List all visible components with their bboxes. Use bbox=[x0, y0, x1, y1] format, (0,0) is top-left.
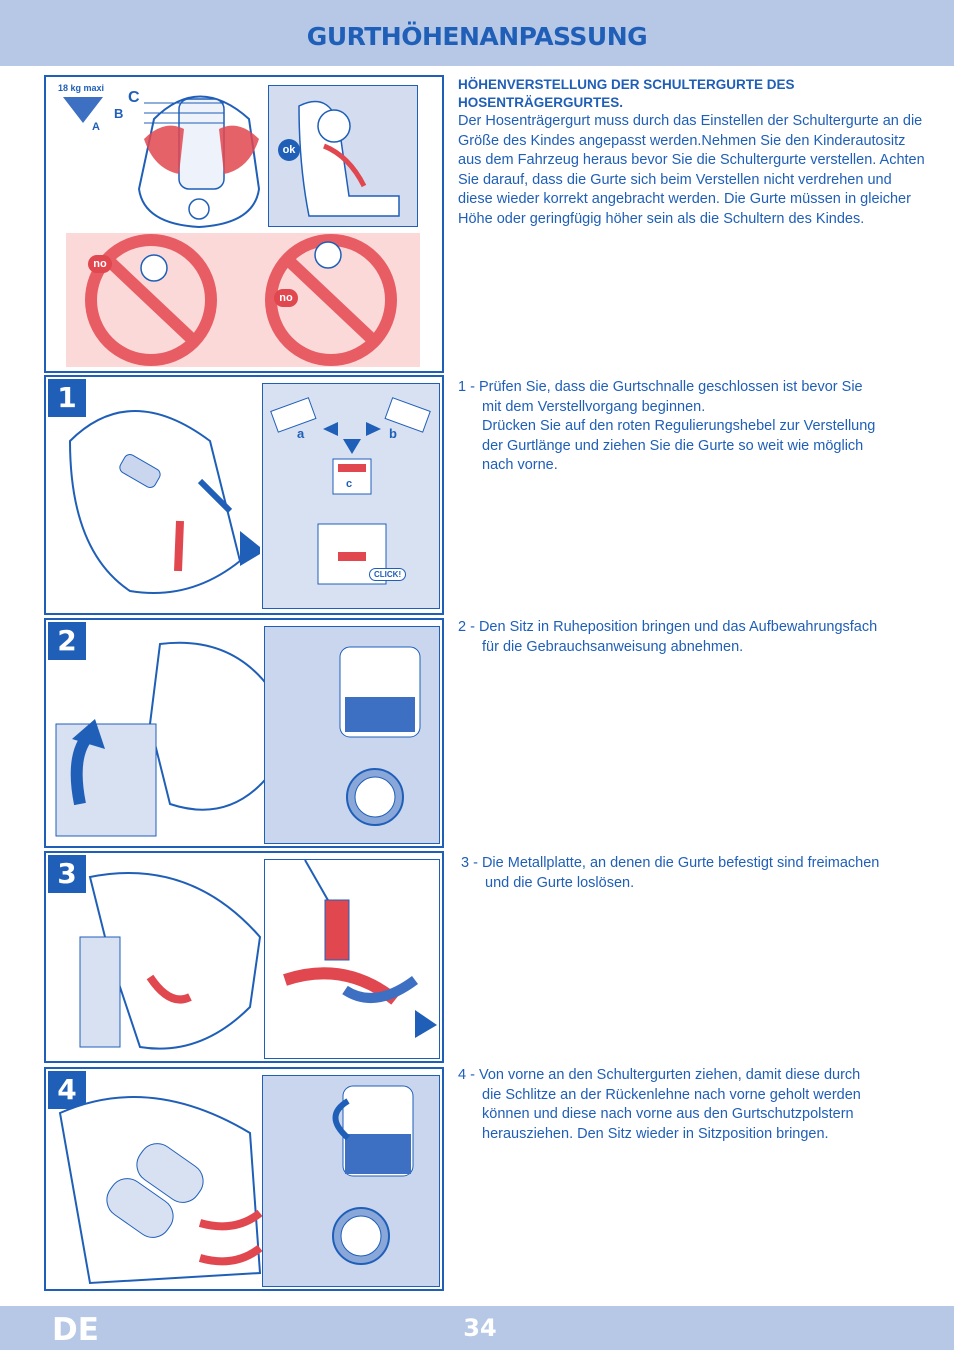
step-4-upright-inset bbox=[262, 1075, 440, 1287]
buckle-label-b: b bbox=[389, 426, 397, 441]
step-2-badge: 2 bbox=[48, 622, 86, 660]
seat-front-view-illustration bbox=[124, 79, 274, 229]
step-1-line-1: Prüfen Sie, dass die Gurtschnalle geschlossen ist bevor Sie bbox=[478, 379, 863, 395]
step-3-seat-illustration bbox=[50, 857, 265, 1062]
step-3-text bbox=[461, 854, 931, 893]
step-3-number: 3 - bbox=[461, 855, 478, 871]
intro-title: HÖHENVERSTELLUNG DER SCHULTERGURTE DES HOSENTRÄGERGURTES. bbox=[458, 77, 795, 110]
step-1-line-4: der Gurtlänge und ziehen Sie die Gurte so weit wie möglich bbox=[482, 437, 864, 454]
step-2-line-2: für die Gebrauchsanweisung abnehmen. bbox=[482, 638, 744, 655]
step-4-line-4: herausziehen. Den Sitz wieder in Sitzposition bringen. bbox=[482, 1125, 829, 1142]
step-2-seat-illustration bbox=[50, 624, 270, 844]
upright-dial-illustration bbox=[263, 1076, 440, 1287]
step-4-number: 4 - bbox=[458, 1067, 475, 1083]
step-2-line-1: Den Sitz in Ruheposition bringen und das Aufbewahrungsfach bbox=[478, 619, 878, 635]
step-4-badge: 4 bbox=[48, 1071, 86, 1109]
buckle-locking-illustration bbox=[263, 384, 440, 609]
step-3-badge: 3 bbox=[48, 855, 86, 893]
step-1-text bbox=[458, 378, 928, 476]
step-1-buckle-inset bbox=[262, 383, 440, 609]
step-3-line-1: Die Metallplatte, an denen die Gurte befestigt sind freimachen bbox=[481, 855, 880, 871]
step-1-badge: 1 bbox=[48, 379, 86, 417]
step-4-line-1: Von vorne an den Schultergurten ziehen, damit diese durch bbox=[478, 1067, 861, 1083]
position-label-b: B bbox=[114, 106, 124, 121]
click-label: CLICK! bbox=[369, 568, 406, 581]
step-3-panel bbox=[44, 851, 444, 1063]
intro-text bbox=[458, 76, 928, 229]
step-2-number: 2 - bbox=[458, 619, 475, 635]
page-number: 34 bbox=[463, 1314, 497, 1342]
step-3-line-2: und die Gurte loslösen. bbox=[485, 874, 635, 891]
ok-badge: ok bbox=[278, 139, 300, 161]
step-1-seat-illustration bbox=[50, 381, 260, 611]
step-2-recline-inset bbox=[264, 626, 440, 844]
position-label-c: C bbox=[128, 89, 140, 106]
step-4-harness-illustration bbox=[50, 1073, 265, 1288]
page-header bbox=[0, 0, 954, 66]
step-4-text bbox=[458, 1066, 928, 1144]
weight-label: 18 kg maxi bbox=[58, 83, 105, 93]
intro-illustration-panel bbox=[44, 75, 444, 373]
incorrect-height-illustrations bbox=[66, 233, 420, 367]
step-4-line-3: können und diese nach vorne aus den Gurtschutzpolstern bbox=[482, 1106, 854, 1122]
buckle-label-a: a bbox=[297, 426, 305, 441]
weight-indicator bbox=[58, 83, 118, 133]
buckle-label-c: c bbox=[346, 478, 353, 490]
no-badge-right: no bbox=[274, 289, 298, 307]
no-badge-left: no bbox=[88, 255, 112, 273]
intro-body: Der Hosenträgergurt muss durch das Einstellen der Schultergurte an die Größe des Kindes angepasst werden.Nehmen Sie den Kinderautositz aus dem Fahrzeug heraus bevor Sie die Schultergurte verstellen. Achten Sie darauf, dass die Gurte sich beim Verstellen nicht verdrehen und diese wieder korrekt angebracht werden. Die Gurte müssen in gleicher Höhe oder geringfügig höher sein als die Schultern des Kindes. bbox=[458, 113, 925, 227]
step-2-text bbox=[458, 618, 928, 657]
height-triangle-icon bbox=[58, 93, 118, 133]
step-1-number: 1 - bbox=[458, 379, 475, 395]
step-1-line-2: mit dem Verstellvorgang beginnen. bbox=[482, 398, 706, 415]
step-1-line-5: nach vorne. bbox=[482, 457, 558, 473]
step-1-panel bbox=[44, 375, 444, 615]
incorrect-height-area bbox=[66, 233, 420, 367]
position-label-a: A bbox=[92, 121, 100, 133]
language-code: DE bbox=[52, 1312, 99, 1348]
step-4-panel bbox=[44, 1067, 444, 1291]
metal-plate-release-illustration bbox=[265, 860, 440, 1059]
page-footer bbox=[0, 1306, 954, 1350]
step-1-line-3: Drücken Sie auf den roten Regulierungshebel zur Verstellung bbox=[482, 418, 876, 434]
step-3-metal-plate-inset bbox=[264, 859, 440, 1059]
step-4-line-2: die Schlitze an der Rückenlehne nach vorne geholt werden bbox=[482, 1086, 861, 1103]
recline-dial-illustration bbox=[265, 627, 440, 844]
step-2-panel bbox=[44, 618, 444, 848]
page-title: GURTHÖHENANPASSUNG bbox=[306, 22, 648, 51]
